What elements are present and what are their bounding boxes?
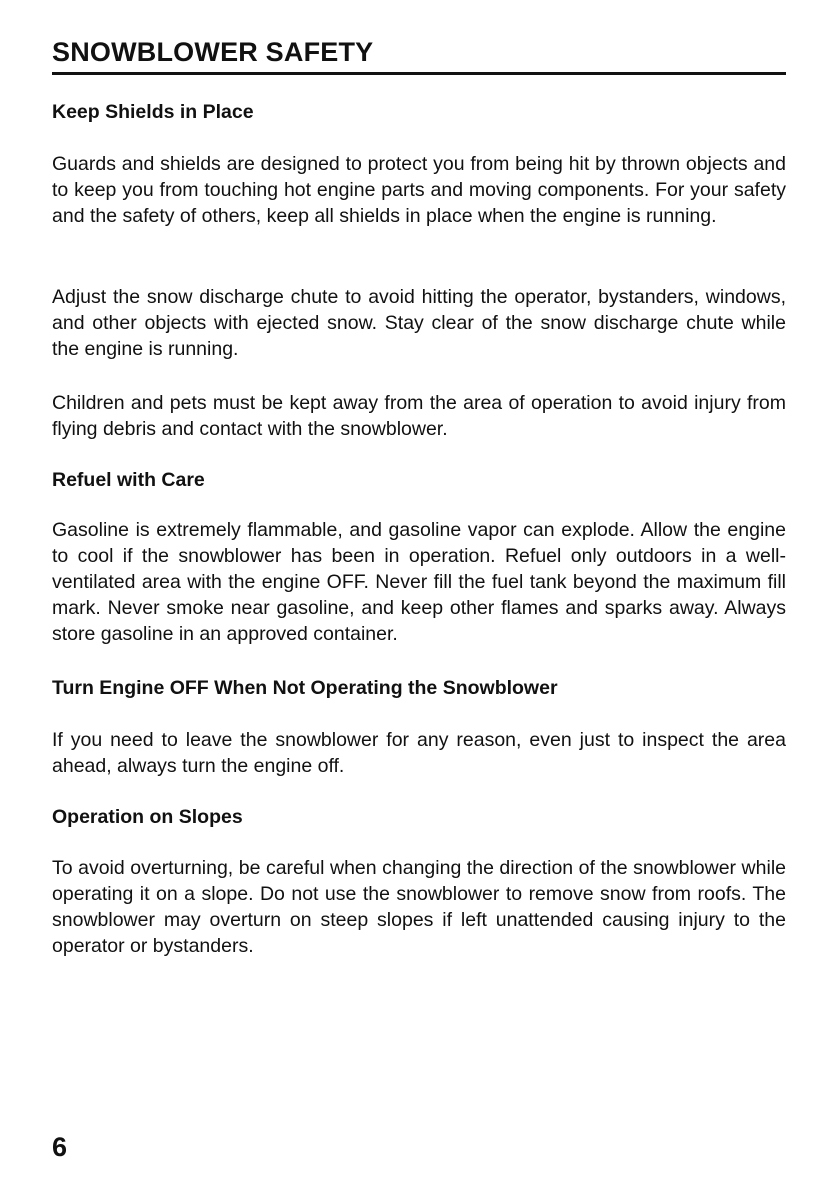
section-paragraph: Guards and shields are designed to protect you from being hit by thrown objects and to keep you from touching hot engine parts and moving components. For your safety and the safety of others, keep all shields in place when the engine is running.	[52, 153, 786, 227]
section-paragraph: Adjust the snow discharge chute to avoid hitting the operator, bystanders, windows, and other objects with ejected snow. Stay clear of the snow discharge chute while the engine is running.	[52, 286, 786, 360]
section-paragraph: Gasoline is extremely flammable, and gasoline vapor can explode. Allow the engine to cool if the snowblower has been in operation. Refuel only outdoors in a well-ventilated area with the engine OFF. Never fill the fuel tank beyond the maximum fill mark. Never smoke near gasoline, and keep other flames and sparks away. Always store gasoline in an approved container.	[52, 519, 786, 645]
section-heading-keep-shields: Keep Shields in Place	[52, 101, 254, 123]
page-number: 6	[52, 1132, 68, 1162]
page-title: SNOWBLOWER SAFETY	[52, 37, 374, 67]
section-paragraph: If you need to leave the snowblower for any reason, even just to inspect the area ahead, always turn the engine off.	[52, 729, 786, 777]
section-heading-engine-off: Turn Engine OFF When Not Operating the Snowblower	[52, 677, 558, 699]
title-underline	[52, 72, 786, 75]
section-paragraph: Children and pets must be kept away from the area of operation to avoid injury from flying debris and contact with the snowblower.	[52, 392, 786, 440]
section-heading-refuel: Refuel with Care	[52, 469, 205, 491]
manual-page	[52, 0, 786, 1177]
section-heading-slopes: Operation on Slopes	[52, 806, 243, 828]
section-paragraph: To avoid overturning, be careful when changing the direction of the snowblower while operating it on a slope. Do not use the snowblower to remove snow from roofs. The snowblower may overturn on steep slopes if left unattended causing injury to the operator or bystanders.	[52, 857, 786, 957]
